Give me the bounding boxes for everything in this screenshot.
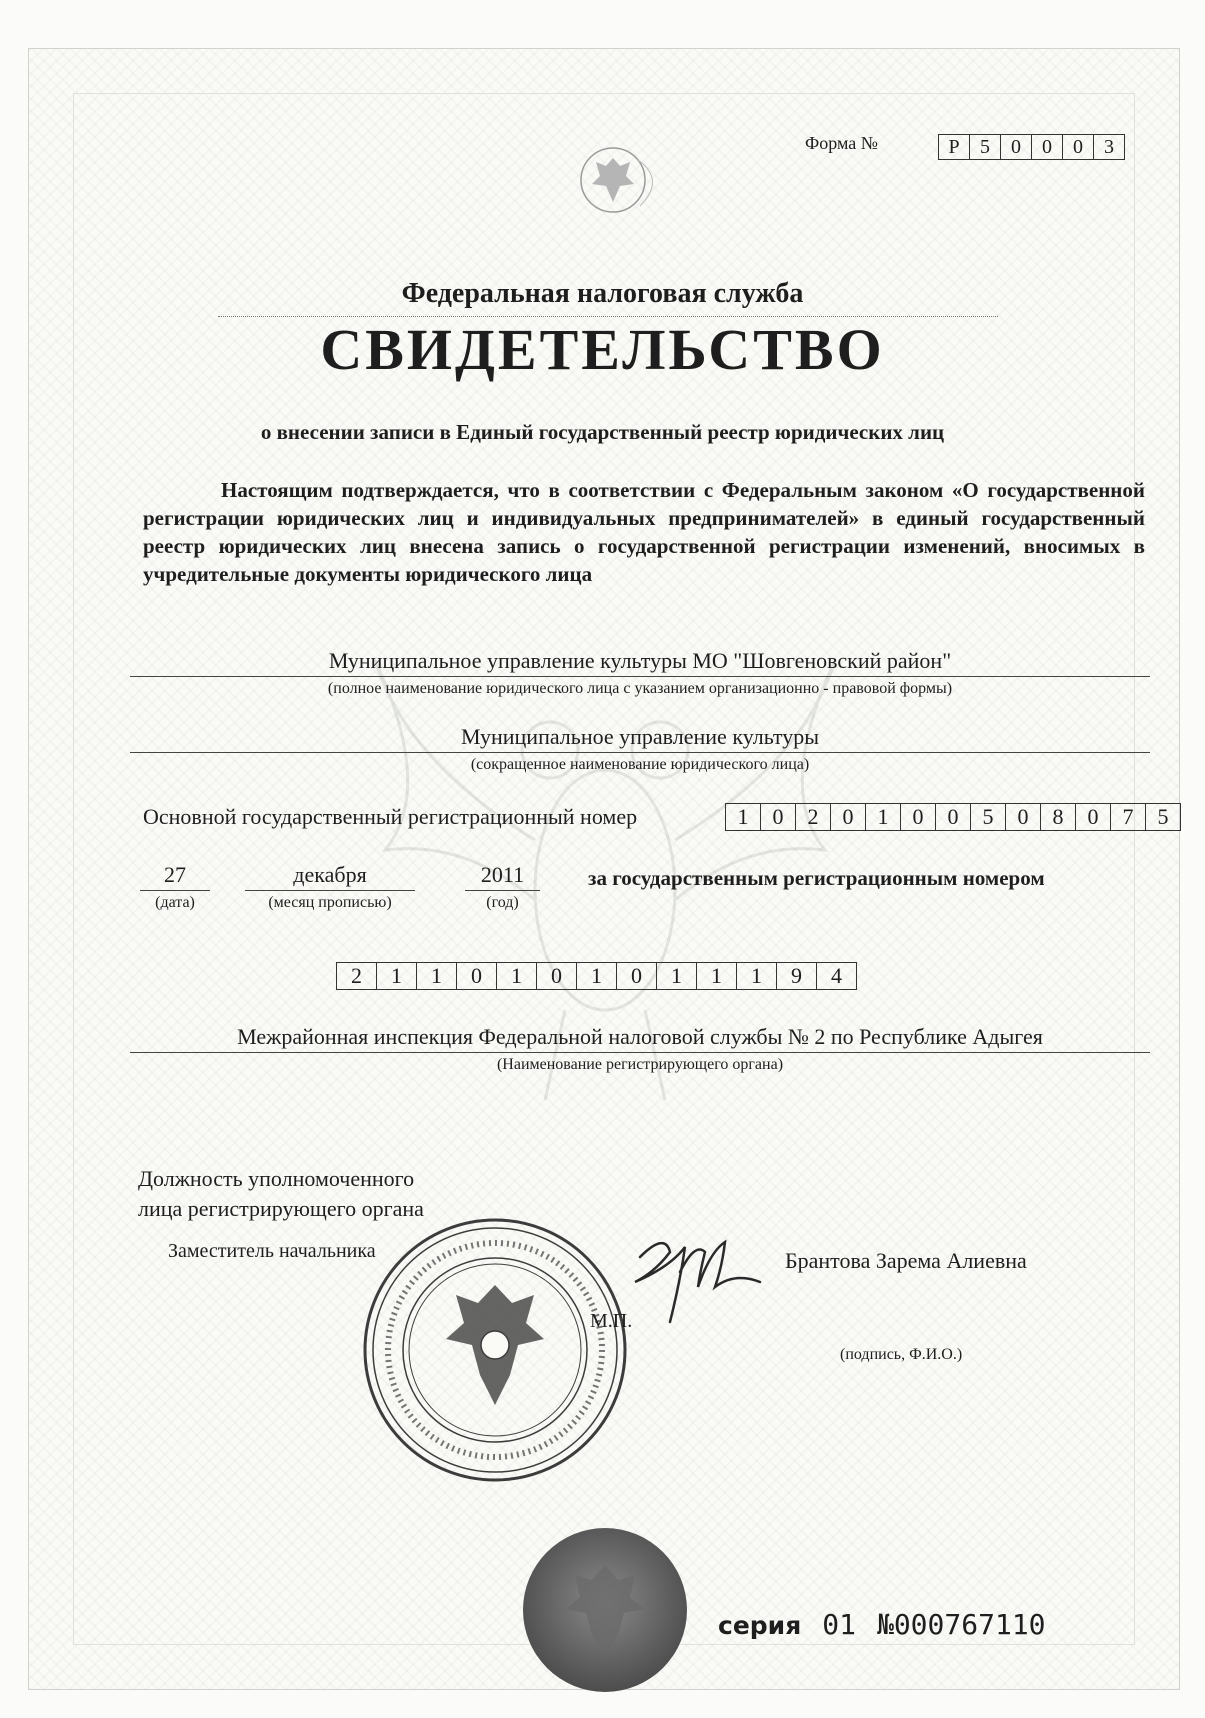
form-number-cells — [938, 134, 1125, 160]
ogrn-digit: 0 — [1076, 803, 1111, 831]
signatory-position: Заместитель начальника — [168, 1240, 376, 1262]
ogrn-digit: 2 — [796, 803, 831, 831]
entity-full-name: Муниципальное управление культуры МО "Шовгеновский район" — [130, 646, 1150, 677]
date-month-caption: (месяц прописью) — [268, 894, 392, 911]
ogrn-digit: 1 — [866, 803, 901, 831]
ogrn-label: Основной государственный регистрационный номер — [143, 804, 638, 829]
date-year: 2011 — [465, 860, 540, 891]
ogrn-cells — [725, 803, 1181, 831]
form-digit: 0 — [1001, 134, 1032, 160]
form-number-label: Форма № — [805, 133, 878, 153]
grn-digit: 1 — [497, 962, 537, 990]
grn-digit: 1 — [417, 962, 457, 990]
handwritten-signature-icon — [610, 1212, 770, 1332]
ogrn-digit: 0 — [901, 803, 936, 831]
entity-full-name-caption: (полное наименование юридического лица с указанием организационно - правовой формы) — [327, 680, 953, 697]
grn-digit: 4 — [817, 962, 857, 990]
grn-digit: 2 — [336, 962, 377, 990]
grn-label: за государственным регистрационным номером — [588, 866, 1045, 890]
registering-authority-caption: (Наименование регистрирующего органа) — [496, 1056, 784, 1073]
grn-cells — [336, 962, 857, 990]
date-day-caption: (дата) — [155, 894, 195, 911]
entity-short-name-caption: (сокращенное наименование юридического лица) — [470, 756, 810, 773]
ogrn-digit: 1 — [725, 803, 761, 831]
document-subtitle: о внесении записи в Единый государственный реестр юридических лиц — [260, 420, 945, 444]
agency-name: Федеральная налоговая служба — [401, 278, 804, 309]
ogrn-digit: 0 — [761, 803, 796, 831]
document-title: СВИДЕТЕЛЬСТВО — [320, 317, 885, 382]
ogrn-digit: 8 — [1041, 803, 1076, 831]
position-label-line2: лица регистрирующего органа — [138, 1196, 424, 1221]
grn-digit: 0 — [537, 962, 577, 990]
grn-digit: 1 — [377, 962, 417, 990]
series-label: серия — [718, 1611, 802, 1640]
ogrn-digit: 7 — [1111, 803, 1146, 831]
ogrn-digit: 5 — [1146, 803, 1181, 831]
grn-digit: 0 — [457, 962, 497, 990]
form-digit: 0 — [1063, 134, 1094, 160]
stamp-place-label: М.П. — [590, 1310, 633, 1332]
ogrn-digit: 0 — [1006, 803, 1041, 831]
position-label-line1: Должность уполномоченного — [138, 1166, 415, 1191]
date-month: декабря — [245, 860, 415, 891]
grn-digit: 1 — [737, 962, 777, 990]
form-digit: 3 — [1094, 134, 1125, 160]
series-value: 01 — [822, 1608, 856, 1641]
date-year-caption: (год) — [486, 894, 519, 911]
form-digit: 5 — [970, 134, 1001, 160]
registering-authority: Межрайонная инспекция Федеральной налоговой службы № 2 по Республике Адыгея — [130, 1022, 1150, 1053]
entity-short-name: Муниципальное управление культуры — [130, 722, 1150, 753]
hologram-seal-icon — [520, 1525, 690, 1695]
series-serial-number: №000767110 — [876, 1608, 1046, 1641]
grn-digit: 9 — [777, 962, 817, 990]
confirmation-paragraph: Настоящим подтверждается, что в соответствии с Федеральным законом «О государственной регистрации юридических лиц и индивидуальных предпринимателей» в единый государственный реестр юридических лиц внесена запись о государственной регистрации изменений, вносимых в учредительные документы юридического лица — [143, 478, 1145, 586]
series-number — [718, 1608, 1046, 1642]
form-digit: Р — [938, 134, 970, 160]
date-day: 27 — [140, 860, 210, 891]
grn-digit: 1 — [577, 962, 617, 990]
signature-caption: (подпись, Ф.И.О.) — [840, 1346, 963, 1363]
official-stamp-icon — [360, 1215, 633, 1485]
ogrn-digit: 0 — [936, 803, 971, 831]
grn-digit: 1 — [657, 962, 697, 990]
signatory-name: Брантова Зарема Алиевна — [785, 1248, 1027, 1273]
ogrn-digit: 0 — [831, 803, 866, 831]
coat-of-arms-icon — [578, 140, 668, 220]
ogrn-digit: 5 — [971, 803, 1006, 831]
form-digit: 0 — [1032, 134, 1063, 160]
grn-digit: 1 — [697, 962, 737, 990]
grn-digit: 0 — [617, 962, 657, 990]
